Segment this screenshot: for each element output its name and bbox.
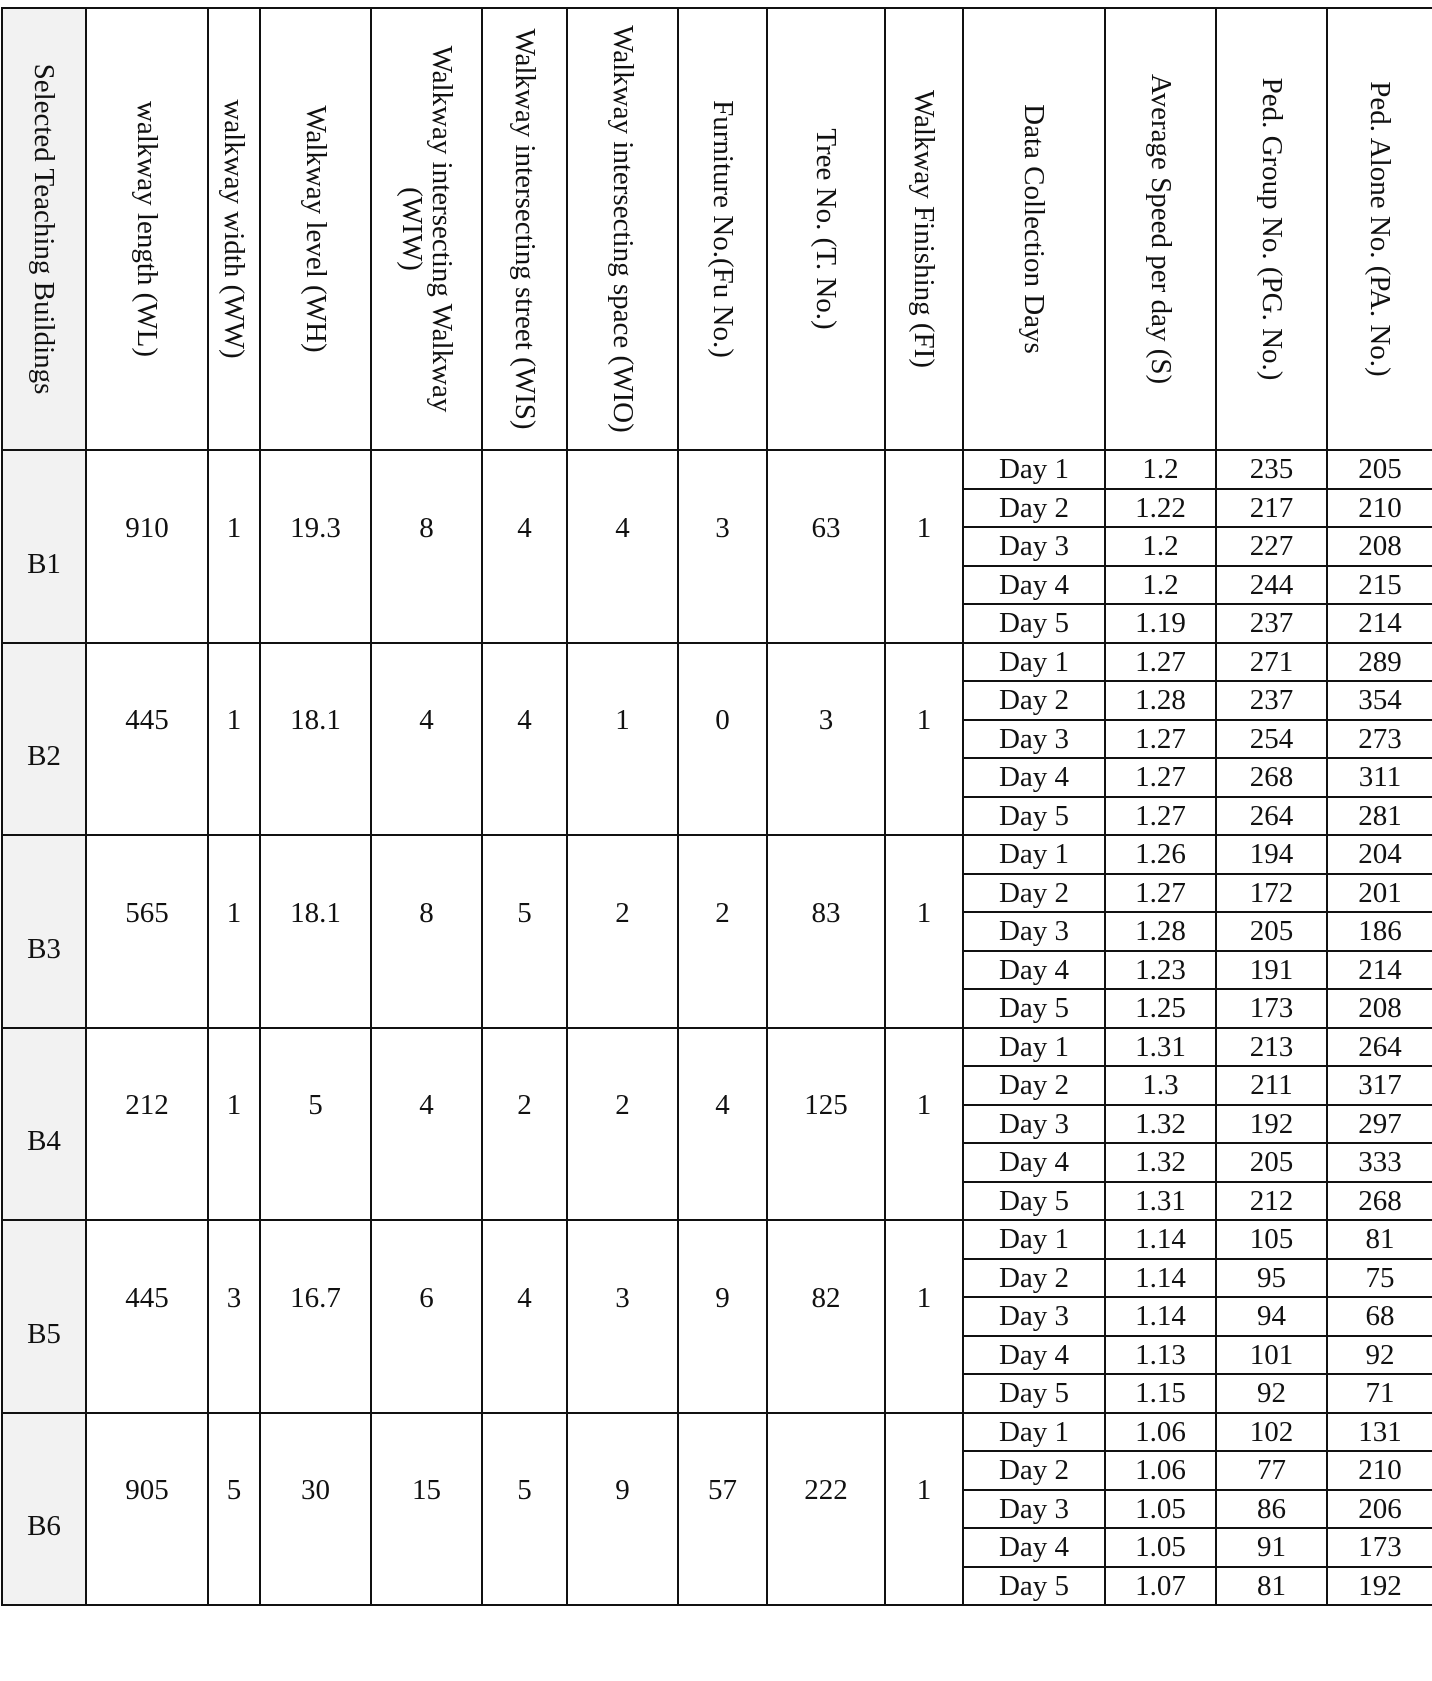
- walkway-level-value: 5: [308, 1089, 323, 1122]
- ped-alone-no-cell: 131: [1327, 1413, 1432, 1452]
- average-speed-cell: 1.27: [1105, 797, 1216, 836]
- table-row: [2, 450, 1432, 489]
- walkway-width-cell: [208, 1220, 260, 1413]
- building-id: B4: [27, 1125, 61, 1158]
- day-label-cell: Day 4: [963, 1143, 1105, 1182]
- walkway-intersecting-street-cell: [482, 1028, 567, 1221]
- building-id-cell: [2, 835, 86, 1028]
- walkway-intersecting-space-cell: [567, 835, 678, 1028]
- day-label-cell: Day 4: [963, 951, 1105, 990]
- average-speed-cell: 1.25: [1105, 989, 1216, 1028]
- furniture-no-value: 9: [715, 1281, 730, 1314]
- average-speed-cell: 1.05: [1105, 1528, 1216, 1567]
- header-furniture-no: [678, 8, 767, 450]
- building-id: B3: [27, 932, 61, 965]
- header-label: Tree No. (T. No.): [810, 128, 842, 330]
- ped-alone-no-cell: 208: [1327, 989, 1432, 1028]
- ped-group-no-cell: 211: [1216, 1066, 1327, 1105]
- ped-alone-no-cell: 205: [1327, 450, 1432, 489]
- average-speed-cell: 1.05: [1105, 1490, 1216, 1529]
- ped-group-no-cell: 244: [1216, 566, 1327, 605]
- building-id: B2: [27, 740, 61, 773]
- ped-alone-no-cell: 210: [1327, 489, 1432, 528]
- day-label-cell: Day 1: [963, 643, 1105, 682]
- average-speed-cell: 1.31: [1105, 1182, 1216, 1221]
- walkway-intersecting-walkway-cell: [371, 643, 482, 836]
- ped-alone-no-cell: 192: [1327, 1567, 1432, 1606]
- ped-group-no-cell: 92: [1216, 1374, 1327, 1413]
- walkway-intersecting-walkway-value: 8: [419, 511, 434, 544]
- table-row: [2, 1028, 1432, 1067]
- walkway-intersecting-walkway-cell: [371, 450, 482, 643]
- ped-group-no-cell: 173: [1216, 989, 1327, 1028]
- ped-alone-no-cell: 186: [1327, 912, 1432, 951]
- ped-group-no-cell: 94: [1216, 1297, 1327, 1336]
- average-speed-cell: 1.27: [1105, 720, 1216, 759]
- ped-alone-no-cell: 273: [1327, 720, 1432, 759]
- ped-alone-no-cell: 201: [1327, 874, 1432, 913]
- walkway-width-cell: [208, 1413, 260, 1606]
- walkway-intersecting-walkway-value: 6: [419, 1281, 434, 1314]
- walkway-data-table: [1, 7, 1432, 1606]
- ped-alone-no-cell: 208: [1327, 527, 1432, 566]
- header-label: Data Collection Days: [1018, 104, 1050, 354]
- walkway-level-value: 19.3: [290, 511, 341, 544]
- header-ped-group-no: [1216, 8, 1327, 450]
- average-speed-cell: 1.3: [1105, 1066, 1216, 1105]
- header-walkway-width: [208, 8, 260, 450]
- average-speed-cell: 1.2: [1105, 566, 1216, 605]
- header-label: Walkway level (WH): [299, 105, 332, 353]
- tree-no-cell: [767, 835, 885, 1028]
- furniture-no-cell: [678, 835, 767, 1028]
- average-speed-cell: 1.32: [1105, 1105, 1216, 1144]
- ped-group-no-cell: 205: [1216, 912, 1327, 951]
- ped-alone-no-cell: 215: [1327, 566, 1432, 605]
- ped-alone-no-cell: 214: [1327, 604, 1432, 643]
- walkway-finishing-cell: [885, 1220, 963, 1413]
- walkway-finishing-value: 1: [916, 704, 932, 737]
- ped-group-no-cell: 264: [1216, 797, 1327, 836]
- day-label-cell: Day 2: [963, 681, 1105, 720]
- walkway-level-cell: [260, 1220, 371, 1413]
- header-label: Furniture No.(Fu No.): [706, 100, 739, 358]
- day-label-cell: Day 5: [963, 1567, 1105, 1606]
- average-speed-cell: 1.15: [1105, 1374, 1216, 1413]
- day-label-cell: Day 1: [963, 835, 1105, 874]
- walkway-length-cell: [86, 450, 208, 643]
- walkway-level-value: 18.1: [290, 704, 341, 737]
- tree-no-value: 3: [818, 704, 834, 737]
- walkway-length-cell: [86, 1220, 208, 1413]
- furniture-no-cell: [678, 1220, 767, 1413]
- table-row: [2, 1220, 1432, 1259]
- ped-group-no-cell: 237: [1216, 681, 1327, 720]
- walkway-length-value: 905: [125, 1474, 169, 1507]
- day-label-cell: Day 2: [963, 1451, 1105, 1490]
- ped-group-no-cell: 95: [1216, 1259, 1327, 1298]
- day-label-cell: Day 2: [963, 489, 1105, 528]
- ped-alone-no-cell: 354: [1327, 681, 1432, 720]
- day-label-cell: Day 3: [963, 720, 1105, 759]
- table-row: [2, 1413, 1432, 1452]
- ped-group-no-cell: 81: [1216, 1567, 1327, 1606]
- day-label-cell: Day 4: [963, 566, 1105, 605]
- average-speed-cell: 1.2: [1105, 527, 1216, 566]
- building-id-cell: [2, 450, 86, 643]
- walkway-finishing-cell: [885, 643, 963, 836]
- tree-no-cell: [767, 1220, 885, 1413]
- furniture-no-value: 0: [715, 704, 730, 737]
- ped-alone-no-cell: 206: [1327, 1490, 1432, 1529]
- table-row: [2, 643, 1432, 682]
- ped-alone-no-cell: 173: [1327, 1528, 1432, 1567]
- ped-alone-no-cell: 214: [1327, 951, 1432, 990]
- furniture-no-value: 57: [708, 1474, 737, 1507]
- header-walkway-level: [260, 8, 371, 450]
- walkway-length-value: 445: [125, 1281, 169, 1314]
- header-walkway-length: [86, 8, 208, 450]
- walkway-intersecting-space-cell: [567, 643, 678, 836]
- ped-group-no-cell: 254: [1216, 720, 1327, 759]
- building-id-cell: [2, 643, 86, 836]
- walkway-length-value: 445: [125, 704, 169, 737]
- walkway-width-cell: [208, 835, 260, 1028]
- walkway-intersecting-walkway-value: 15: [412, 1474, 441, 1507]
- tree-no-value: 222: [804, 1474, 848, 1507]
- ped-group-no-cell: 268: [1216, 758, 1327, 797]
- furniture-no-value: 2: [715, 896, 730, 929]
- ped-group-no-cell: 191: [1216, 951, 1327, 990]
- walkway-finishing-value: 1: [916, 1089, 932, 1122]
- walkway-length-cell: [86, 1413, 208, 1606]
- walkway-intersecting-walkway-cell: [371, 835, 482, 1028]
- header-label: Walkway intersecting Walkway (WIW): [395, 45, 458, 413]
- walkway-intersecting-space-cell: [567, 1413, 678, 1606]
- ped-alone-no-cell: 317: [1327, 1066, 1432, 1105]
- header-row: [2, 8, 1432, 450]
- walkway-intersecting-space-cell: [567, 1220, 678, 1413]
- table-row: [2, 835, 1432, 874]
- ped-alone-no-cell: 333: [1327, 1143, 1432, 1182]
- day-label-cell: Day 1: [963, 1220, 1105, 1259]
- ped-group-no-cell: 213: [1216, 1028, 1327, 1067]
- average-speed-cell: 1.28: [1105, 681, 1216, 720]
- day-label-cell: Day 5: [963, 989, 1105, 1028]
- header-label: Selected Teaching Buildings: [28, 63, 60, 395]
- ped-group-no-cell: 237: [1216, 604, 1327, 643]
- header-walkway-intersecting-space: [567, 8, 678, 450]
- furniture-no-cell: [678, 450, 767, 643]
- average-speed-cell: 1.14: [1105, 1297, 1216, 1336]
- average-speed-cell: 1.2: [1105, 450, 1216, 489]
- walkway-intersecting-space-value: 2: [615, 896, 630, 929]
- header-average-speed: [1105, 8, 1216, 450]
- walkway-intersecting-walkway-cell: [371, 1413, 482, 1606]
- ped-group-no-cell: 235: [1216, 450, 1327, 489]
- walkway-intersecting-space-value: 1: [615, 704, 630, 737]
- day-label-cell: Day 3: [963, 1105, 1105, 1144]
- day-label-cell: Day 5: [963, 1374, 1105, 1413]
- day-label-cell: Day 2: [963, 1259, 1105, 1298]
- average-speed-cell: 1.32: [1105, 1143, 1216, 1182]
- walkway-width-value: 1: [226, 1089, 242, 1122]
- header-selected-buildings: [2, 8, 86, 450]
- day-label-cell: Day 3: [963, 1297, 1105, 1336]
- ped-alone-no-cell: 68: [1327, 1297, 1432, 1336]
- day-label-cell: Day 4: [963, 1336, 1105, 1375]
- ped-alone-no-cell: 204: [1327, 835, 1432, 874]
- day-label-cell: Day 3: [963, 1490, 1105, 1529]
- building-id-cell: [2, 1413, 86, 1606]
- walkway-finishing-value: 1: [916, 1474, 932, 1507]
- walkway-finishing-cell: [885, 835, 963, 1028]
- walkway-intersecting-street-value: 4: [517, 511, 532, 544]
- ped-group-no-cell: 205: [1216, 1143, 1327, 1182]
- walkway-width-value: 1: [226, 896, 242, 929]
- walkway-finishing-cell: [885, 1413, 963, 1606]
- walkway-length-value: 910: [125, 511, 169, 544]
- walkway-intersecting-space-value: 3: [615, 1281, 630, 1314]
- day-label-cell: Day 1: [963, 1413, 1105, 1452]
- furniture-no-value: 3: [715, 511, 730, 544]
- ped-group-no-cell: 77: [1216, 1451, 1327, 1490]
- walkway-width-value: 1: [226, 704, 242, 737]
- walkway-finishing-value: 1: [916, 896, 932, 929]
- walkway-finishing-value: 1: [916, 511, 932, 544]
- average-speed-cell: 1.06: [1105, 1451, 1216, 1490]
- walkway-intersecting-walkway-cell: [371, 1028, 482, 1221]
- average-speed-cell: 1.31: [1105, 1028, 1216, 1067]
- walkway-intersecting-space-value: 4: [615, 511, 630, 544]
- building-id-cell: [2, 1220, 86, 1413]
- walkway-width-cell: [208, 450, 260, 643]
- furniture-no-cell: [678, 1413, 767, 1606]
- ped-alone-no-cell: 268: [1327, 1182, 1432, 1221]
- walkway-intersecting-street-cell: [482, 450, 567, 643]
- walkway-intersecting-street-value: 2: [517, 1089, 532, 1122]
- walkway-level-cell: [260, 643, 371, 836]
- walkway-length-cell: [86, 1028, 208, 1221]
- header-label: walkway length (WL): [131, 100, 163, 358]
- tree-no-value: 82: [811, 1281, 841, 1314]
- day-label-cell: Day 2: [963, 1066, 1105, 1105]
- ped-alone-no-cell: 281: [1327, 797, 1432, 836]
- walkway-level-cell: [260, 1413, 371, 1606]
- building-id-cell: [2, 1028, 86, 1221]
- ped-alone-no-cell: 71: [1327, 1374, 1432, 1413]
- day-label-cell: Day 5: [963, 797, 1105, 836]
- walkway-intersecting-street-value: 5: [517, 1474, 532, 1507]
- walkway-level-cell: [260, 835, 371, 1028]
- ped-group-no-cell: 101: [1216, 1336, 1327, 1375]
- average-speed-cell: 1.23: [1105, 951, 1216, 990]
- ped-group-no-cell: 86: [1216, 1490, 1327, 1529]
- header-walkway-finishing: [885, 8, 963, 450]
- average-speed-cell: 1.13: [1105, 1336, 1216, 1375]
- walkway-intersecting-walkway-value: 8: [419, 896, 434, 929]
- walkway-intersecting-space-cell: [567, 1028, 678, 1221]
- walkway-finishing-cell: [885, 1028, 963, 1221]
- furniture-no-cell: [678, 1028, 767, 1221]
- header-data-collection-days: [963, 8, 1105, 450]
- day-label-cell: Day 3: [963, 527, 1105, 566]
- walkway-width-value: 3: [226, 1281, 242, 1314]
- walkway-intersecting-space-value: 2: [615, 1089, 630, 1122]
- walkway-level-value: 16.7: [290, 1281, 341, 1314]
- ped-group-no-cell: 227: [1216, 527, 1327, 566]
- tree-no-value: 63: [811, 511, 841, 544]
- ped-group-no-cell: 105: [1216, 1220, 1327, 1259]
- tree-no-cell: [767, 1413, 885, 1606]
- header-tree-no: [767, 8, 885, 450]
- header-ped-alone-no: [1327, 8, 1432, 450]
- average-speed-cell: 1.06: [1105, 1413, 1216, 1452]
- day-label-cell: Day 5: [963, 1182, 1105, 1221]
- ped-group-no-cell: 271: [1216, 643, 1327, 682]
- walkway-finishing-cell: [885, 450, 963, 643]
- header-label: Walkway Finishing (FI): [908, 90, 940, 368]
- walkway-level-cell: [260, 1028, 371, 1221]
- ped-alone-no-cell: 311: [1327, 758, 1432, 797]
- average-speed-cell: 1.28: [1105, 912, 1216, 951]
- furniture-no-cell: [678, 643, 767, 836]
- tree-no-value: 83: [811, 896, 841, 929]
- average-speed-cell: 1.19: [1105, 604, 1216, 643]
- walkway-length-cell: [86, 835, 208, 1028]
- day-label-cell: Day 1: [963, 450, 1105, 489]
- walkway-finishing-value: 1: [916, 1281, 932, 1314]
- ped-group-no-cell: 194: [1216, 835, 1327, 874]
- walkway-length-cell: [86, 643, 208, 836]
- day-label-cell: Day 2: [963, 874, 1105, 913]
- header-label: Ped. Alone No. (PA. No.): [1364, 81, 1396, 377]
- average-speed-cell: 1.14: [1105, 1259, 1216, 1298]
- ped-alone-no-cell: 81: [1327, 1220, 1432, 1259]
- walkway-level-value: 30: [301, 1474, 330, 1507]
- average-speed-cell: 1.27: [1105, 874, 1216, 913]
- ped-alone-no-cell: 264: [1327, 1028, 1432, 1067]
- walkway-intersecting-street-value: 4: [517, 704, 532, 737]
- average-speed-cell: 1.27: [1105, 643, 1216, 682]
- walkway-intersecting-space-value: 9: [615, 1474, 630, 1507]
- ped-alone-no-cell: 289: [1327, 643, 1432, 682]
- header-label: walkway width (WW): [218, 99, 250, 359]
- building-id: B6: [27, 1510, 61, 1543]
- day-label-cell: Day 1: [963, 1028, 1105, 1067]
- walkway-intersecting-walkway-cell: [371, 1220, 482, 1413]
- walkway-intersecting-space-cell: [567, 450, 678, 643]
- ped-group-no-cell: 102: [1216, 1413, 1327, 1452]
- header-label: Ped. Group No. (PG. No.): [1255, 77, 1288, 381]
- day-label-cell: Day 4: [963, 758, 1105, 797]
- walkway-intersecting-street-cell: [482, 835, 567, 1028]
- header-label: Walkway intersecting space (WIO): [606, 25, 639, 433]
- walkway-intersecting-street-cell: [482, 1413, 567, 1606]
- tree-no-cell: [767, 1028, 885, 1221]
- walkway-intersecting-walkway-value: 4: [419, 704, 434, 737]
- day-label-cell: Day 4: [963, 1528, 1105, 1567]
- walkway-intersecting-street-value: 5: [517, 896, 532, 929]
- day-label-cell: Day 5: [963, 604, 1105, 643]
- ped-group-no-cell: 91: [1216, 1528, 1327, 1567]
- walkway-level-cell: [260, 450, 371, 643]
- walkway-width-cell: [208, 643, 260, 836]
- walkway-intersecting-street-cell: [482, 1220, 567, 1413]
- ped-alone-no-cell: 210: [1327, 1451, 1432, 1490]
- ped-alone-no-cell: 92: [1327, 1336, 1432, 1375]
- walkway-intersecting-street-value: 4: [517, 1281, 532, 1314]
- walkway-length-value: 212: [125, 1089, 169, 1122]
- ped-alone-no-cell: 297: [1327, 1105, 1432, 1144]
- walkway-level-value: 18.1: [290, 896, 341, 929]
- walkway-intersecting-walkway-value: 4: [419, 1089, 434, 1122]
- walkway-intersecting-street-cell: [482, 643, 567, 836]
- ped-group-no-cell: 212: [1216, 1182, 1327, 1221]
- header-walkway-intersecting-street: [482, 8, 567, 450]
- ped-group-no-cell: 172: [1216, 874, 1327, 913]
- building-id: B5: [27, 1317, 61, 1350]
- header-label: Walkway intersecting street (WIS): [508, 28, 541, 430]
- ped-group-no-cell: 192: [1216, 1105, 1327, 1144]
- header-walkway-intersecting-walkway: [371, 8, 482, 450]
- day-label-cell: Day 3: [963, 912, 1105, 951]
- walkway-width-value: 1: [226, 511, 242, 544]
- ped-alone-no-cell: 75: [1327, 1259, 1432, 1298]
- average-speed-cell: 1.26: [1105, 835, 1216, 874]
- furniture-no-value: 4: [715, 1089, 730, 1122]
- average-speed-cell: 1.14: [1105, 1220, 1216, 1259]
- average-speed-cell: 1.27: [1105, 758, 1216, 797]
- average-speed-cell: 1.22: [1105, 489, 1216, 528]
- walkway-width-value: 5: [226, 1474, 242, 1507]
- walkway-length-value: 565: [125, 896, 169, 929]
- tree-no-cell: [767, 643, 885, 836]
- tree-no-value: 125: [804, 1089, 848, 1122]
- ped-group-no-cell: 217: [1216, 489, 1327, 528]
- building-id: B1: [27, 547, 61, 580]
- average-speed-cell: 1.07: [1105, 1567, 1216, 1606]
- header-label: Average Speed per day (S): [1144, 73, 1177, 385]
- walkway-width-cell: [208, 1028, 260, 1221]
- tree-no-cell: [767, 450, 885, 643]
